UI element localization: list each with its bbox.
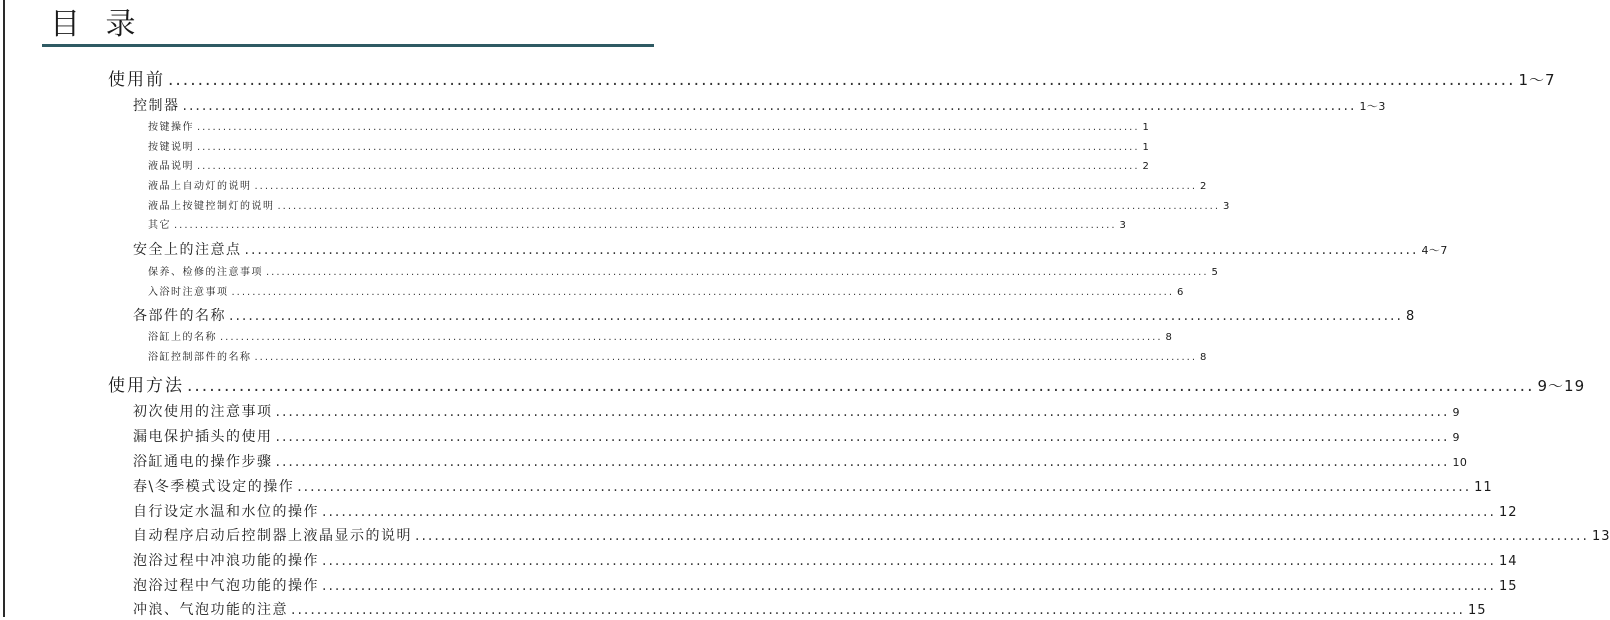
toc-subsection-safety[interactable] (133, 239, 1448, 260)
toc-page-number: 9 (1452, 431, 1460, 444)
toc-label: 冲浪、气泡功能的注意 (133, 602, 288, 618)
toc-item-lcd-auto-light[interactable] (148, 177, 1208, 197)
toc-item-other[interactable] (148, 216, 1128, 236)
toc-item-maintenance[interactable] (148, 263, 1220, 283)
toc-label: 初次使用的注意事项 (133, 404, 273, 420)
toc-page-number: 8 (1405, 309, 1416, 324)
toc-item-surf-function[interactable] (133, 550, 1518, 571)
toc-leader-dots: ...................................................................................................................................................................................... (275, 429, 1450, 445)
toc-leader-dots: ...................................................................................................................................................................................... (291, 602, 1465, 618)
toc-label: 泡浴过程中气泡功能的操作 (133, 578, 319, 594)
toc-label: 安全上的注意点 (133, 242, 242, 258)
toc-leader-dots: ...................................................................................................................................................................................... (275, 454, 1450, 470)
toc-page-number: 13 (1591, 529, 1610, 544)
toc-page-number: 9～19 (1537, 377, 1586, 395)
toc-item-lcd-description[interactable] (148, 157, 1151, 177)
toc-leader-dots: ...................................................................................................................................................................................... (197, 122, 1140, 133)
toc-label: 按键说明 (148, 142, 194, 153)
toc-subsection-controller[interactable] (133, 95, 1386, 116)
toc-label: 其它 (148, 220, 171, 231)
toc-label: 浴缸上的名称 (148, 332, 217, 343)
toc-label: 使用前 (108, 70, 165, 90)
toc-label: 保养、检修的注意事项 (148, 267, 263, 278)
toc-page-number: 3 (1223, 201, 1231, 212)
toc-page-number: 4～7 (1421, 244, 1448, 257)
toc-leader-dots: ...................................................................................................................................................................................... (322, 578, 1496, 594)
toc-label: 春\冬季模式设定的操作 (133, 479, 295, 495)
toc-page-number: 8 (1165, 332, 1174, 343)
toc-item-lcd-key-light[interactable] (148, 197, 1231, 217)
toc-item-tub-control-names[interactable] (148, 348, 1208, 368)
toc-item-key-description[interactable] (148, 138, 1151, 158)
toc-leader-dots: ...................................................................................................................................................................................... (322, 553, 1496, 569)
toc-label: 浴缸控制部件的名称 (148, 352, 252, 363)
toc-page-number: 2 (1142, 161, 1151, 172)
toc-label: 各部件的名称 (133, 308, 226, 324)
toc-page-number: 1 (1142, 142, 1151, 153)
toc-leader-dots: ...................................................................................................................................................................................... (244, 242, 1419, 258)
toc-page-number: 1 (1142, 122, 1151, 133)
toc-page-number: 1～3 (1359, 100, 1386, 113)
toc-leader-dots: ...................................................................................................................................................................................... (168, 70, 1516, 90)
toc-label: 控制器 (133, 98, 180, 114)
toc-leader-dots: ...................................................................................................................................................................................... (174, 220, 1117, 231)
toc-item-bathing[interactable] (148, 283, 1185, 303)
toc-page-number: 9 (1452, 406, 1460, 419)
toc-item-leakage-plug[interactable] (133, 426, 1460, 447)
page-title: 目 录 (50, 7, 144, 42)
toc-page-number: 2 (1200, 181, 1208, 192)
toc-leader-dots: ...................................................................................................................................................................................... (266, 267, 1209, 278)
toc-page-number: 6 (1177, 287, 1185, 298)
toc-leader-dots: ...................................................................................................................................................................................... (231, 287, 1175, 298)
toc-page-number: 5 (1211, 267, 1220, 278)
toc-item-key-operation[interactable] (148, 118, 1151, 138)
toc-leader-dots: ...................................................................................................................................................................................... (197, 161, 1140, 172)
toc-page-number: 3 (1119, 220, 1128, 231)
toc-page-number: 12 (1498, 505, 1518, 520)
toc-leader-dots: ...................................................................................................................................................................................... (254, 181, 1198, 192)
toc-item-temp-level[interactable] (133, 501, 1518, 522)
toc-page-number: 8 (1200, 352, 1208, 363)
toc-leader-dots: ...................................................................................................................................................................................... (415, 528, 1589, 544)
toc-page-number: 10 (1452, 456, 1468, 469)
toc-leader-dots: ...................................................................................................................................................................................... (277, 201, 1221, 212)
toc-leader-dots: ...................................................................................................................................................................................... (322, 504, 1496, 520)
toc-leader-dots: ...................................................................................................................................................................................... (254, 352, 1198, 363)
toc-leader-dots: ...................................................................................................................................................................................... (187, 376, 1535, 396)
toc-label: 自动程序启动后控制器上液晶显示的说明 (133, 528, 412, 544)
toc-item-tub-names[interactable] (148, 328, 1174, 348)
toc-label: 使用方法 (108, 376, 184, 396)
toc-leader-dots: ...................................................................................................................................................................................... (229, 308, 1403, 324)
toc-subsection-part-names[interactable] (133, 305, 1416, 326)
toc-label: 泡浴过程中冲浪功能的操作 (133, 553, 319, 569)
toc-item-bubble-function[interactable] (133, 575, 1518, 596)
toc-label: 按键操作 (148, 122, 194, 133)
toc-page-number: 14 (1498, 554, 1518, 569)
toc-page-number: 15 (1498, 579, 1518, 594)
toc-item-first-use[interactable] (133, 401, 1460, 422)
toc-section-before-use[interactable] (108, 65, 1556, 90)
toc-label: 入浴时注意事项 (148, 287, 229, 298)
toc-leader-dots: ...................................................................................................................................................................................... (220, 332, 1163, 343)
toc-page-number: 15 (1467, 603, 1487, 618)
toc-label: 漏电保护插头的使用 (133, 429, 273, 445)
toc-leader-dots: ...................................................................................................................................................................................... (197, 142, 1140, 153)
toc-leader-dots: ...................................................................................................................................................................................... (297, 479, 1472, 495)
toc-label: 浴缸通电的操作步骤 (133, 454, 273, 470)
toc-leader-dots: ...................................................................................................................................................................................... (275, 404, 1450, 420)
toc-item-season-mode[interactable] (133, 476, 1493, 497)
toc-section-usage[interactable] (108, 371, 1586, 396)
toc-item-power-on-steps[interactable] (133, 451, 1468, 472)
toc-item-auto-program-lcd[interactable] (133, 525, 1610, 546)
toc-label: 液晶说明 (148, 161, 194, 172)
toc-page-number: 1～7 (1518, 71, 1556, 89)
toc-leader-dots: ...................................................................................................................................................................................... (182, 98, 1357, 114)
toc-label: 液晶上按键控制灯的说明 (148, 201, 275, 212)
toc-label: 液晶上自动灯的说明 (148, 181, 252, 192)
toc-item-surf-bubble-notes[interactable] (133, 599, 1487, 620)
toc-label: 自行设定水温和水位的操作 (133, 504, 319, 520)
toc-page-number: 11 (1474, 480, 1493, 495)
